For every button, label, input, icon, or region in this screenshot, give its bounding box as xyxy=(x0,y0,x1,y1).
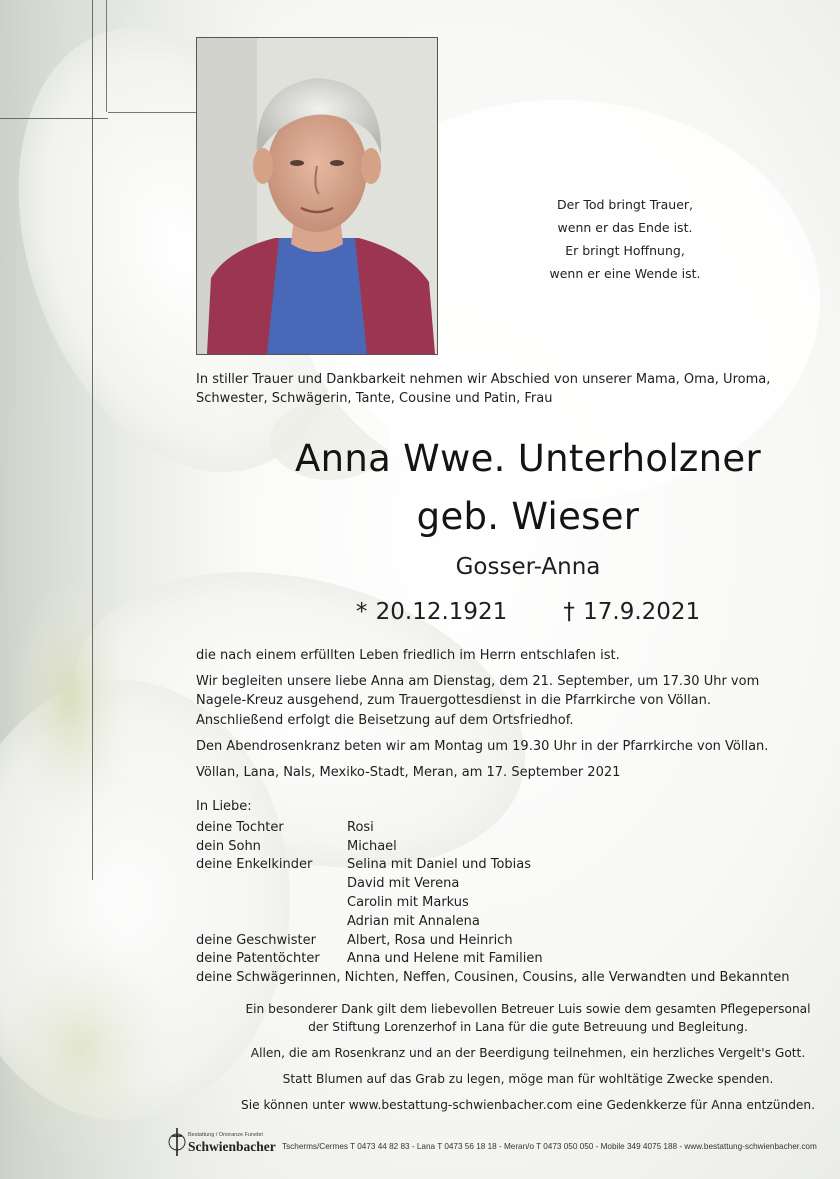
special-thanks-line: Ein besonderer Dank gilt dem liebevollen Betreuer Luis sowie dem gesamten Pflegepersonal xyxy=(245,1002,811,1016)
poem-line: wenn er eine Wende ist. xyxy=(549,266,701,281)
special-thanks-line: der Stiftung Lorenzerhof in Lana für die gute Betreuung und Begleitung. xyxy=(308,1020,748,1034)
candle-note: Sie können unter www.bestattung-schwienbacher.com eine Gedenkkerze für Anna entzünden. xyxy=(240,1098,816,1112)
thanks-section xyxy=(196,1000,840,1122)
family-row xyxy=(196,913,543,932)
relative-names: Carolin mit Markus xyxy=(347,894,469,910)
relative-names: Albert, Rosa und Heinrich xyxy=(347,932,513,948)
footer xyxy=(166,1124,816,1160)
funeral-line: Nagele-Kreuz ausgehend, zum Trauergottesdienst in die Pfarrkirche von Völlan. xyxy=(196,693,712,709)
flowers-note: Statt Blumen auf das Grab zu legen, möge man für wohltätige Zwecke spenden. xyxy=(282,1072,774,1086)
relative-names: Anna und Helene mit Familien xyxy=(347,951,543,967)
relation: deine Geschwister xyxy=(196,932,316,948)
family-row xyxy=(196,950,543,969)
general-thanks: Allen, die am Rosenkranz und an der Beerdigung teilnehmen, ein herzliches Vergelt's Gott. xyxy=(250,1046,806,1060)
portrait-photo xyxy=(196,37,438,355)
cross-horizontal-line xyxy=(0,118,108,119)
deceased-name xyxy=(196,430,840,546)
relative-names: David mit Verena xyxy=(347,876,460,892)
logo-subtitle: Bestattung / Onoranze Funebri xyxy=(188,1132,264,1138)
cross-horizontal-line-inner xyxy=(108,112,196,113)
life-dates xyxy=(196,593,840,631)
contact-line: Tscherms/Cermes T 0473 44 82 83 - Lana T 0473 56 18 18 - Meran/o T 0473 050 050 - Mobile 349 4075 188 - www.bestattung-schwienbacher.com xyxy=(282,1142,817,1151)
memorial-poem xyxy=(510,193,740,285)
family-row xyxy=(196,819,543,838)
special-thanks xyxy=(196,1000,840,1036)
relation xyxy=(196,913,347,932)
place-date: Völlan, Lana, Nals, Mexiko-Stadt, Meran, am 17. September 2021 xyxy=(196,765,621,781)
relation xyxy=(196,875,347,894)
family-table xyxy=(196,819,543,969)
relation xyxy=(196,894,347,913)
family-last-line: deine Schwägerinnen, Nichten, Neffen, Cousinen, Cousins, alle Verwandten und Bekannten xyxy=(196,970,790,986)
poem-line: Der Tod bringt Trauer, xyxy=(556,197,694,212)
family-list xyxy=(196,798,836,988)
cross-vertical-line-inner xyxy=(106,0,107,112)
funeral-home-logo xyxy=(166,1124,276,1160)
family-label: In Liebe: xyxy=(196,799,252,814)
cross-logo-icon xyxy=(168,1126,186,1158)
intro-line: In stiller Trauer und Dankbarkeit nehmen wir Abschied von unserer Mama, Oma, Uroma, xyxy=(196,372,771,387)
death-date: † 17.9.2021 xyxy=(563,599,701,625)
passed-text: die nach einem erfüllten Leben friedlich im Herrn entschlafen ist. xyxy=(196,648,620,663)
family-row xyxy=(196,838,543,857)
relation: dein Sohn xyxy=(196,838,261,854)
announcement-body xyxy=(196,646,836,789)
relative-names: Adrian mit Annalena xyxy=(347,913,480,929)
name-line-2: geb. Wieser xyxy=(416,495,640,538)
family-row xyxy=(196,932,543,951)
relation: deine Enkelkinder xyxy=(196,857,313,873)
funeral-line: Anschließend erfolgt die Beisetzung auf dem Ortsfriedhof. xyxy=(196,712,574,728)
relation: deine Tochter xyxy=(196,819,284,835)
deceased-nickname: Gosser-Anna xyxy=(455,554,601,580)
cross-vertical-line xyxy=(92,0,93,880)
relative-names: Selina mit Daniel und Tobias xyxy=(347,857,532,873)
intro-line: Schwester, Schwägerin, Tante, Cousine und Patin, Frau xyxy=(196,391,553,406)
poem-line: Er bringt Hoffnung, xyxy=(565,243,685,258)
birth-date: * 20.12.1921 xyxy=(355,599,508,625)
family-row xyxy=(196,856,543,875)
name-line-1: Anna Wwe. Unterholzner xyxy=(295,437,761,480)
logo-brand: Schwienbacher xyxy=(188,1139,276,1154)
relation: deine Patentöchter xyxy=(196,951,320,967)
relative-names: Rosi xyxy=(347,819,374,835)
poem-line: wenn er das Ende ist. xyxy=(557,220,693,235)
intro-text xyxy=(196,370,816,408)
funeral-text xyxy=(196,672,836,730)
rosary-text: Den Abendrosenkranz beten wir am Montag um 19.30 Uhr in der Pfarrkirche von Völlan. xyxy=(196,738,769,754)
family-row xyxy=(196,875,543,894)
funeral-line: Wir begleiten unsere liebe Anna am Dienstag, dem 21. September, um 17.30 Uhr vom xyxy=(196,674,760,690)
family-row xyxy=(196,894,543,913)
relative-names: Michael xyxy=(347,838,397,854)
